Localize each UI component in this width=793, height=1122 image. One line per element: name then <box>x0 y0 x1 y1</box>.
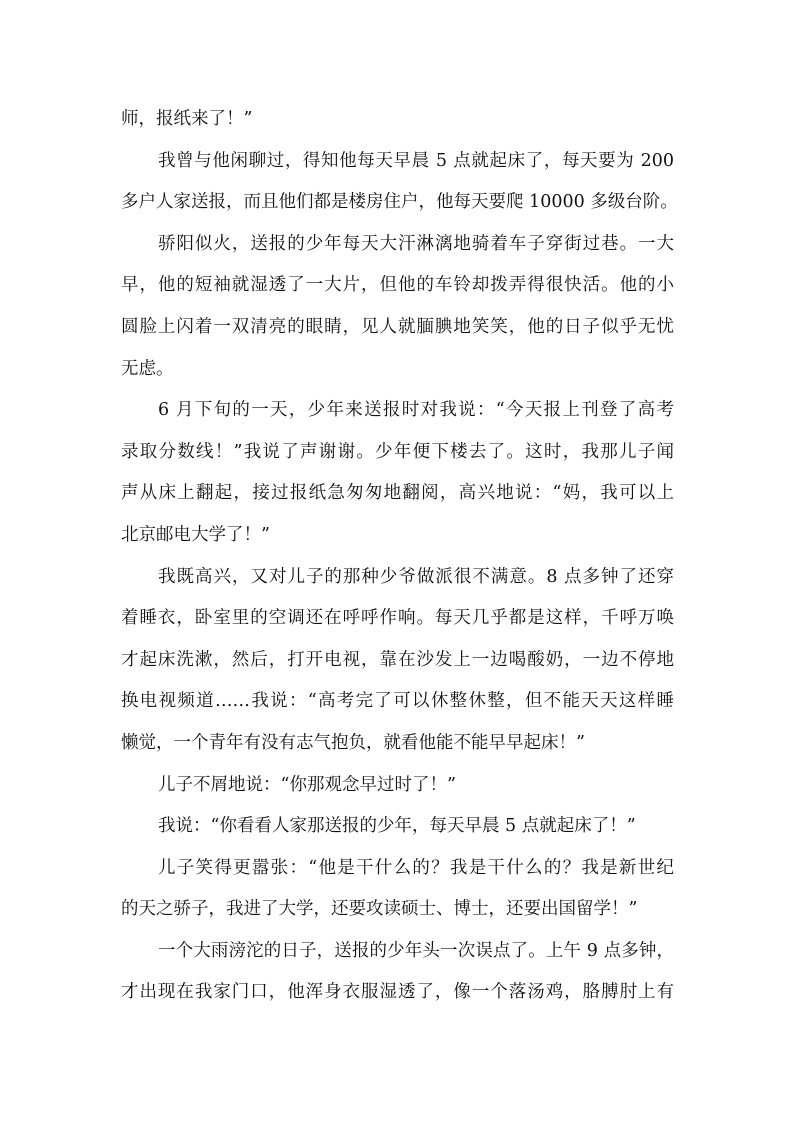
paragraph-1 <box>121 99 674 141</box>
text-line: 声从床上翻起，接过报纸急匆匆地翻阅，高兴地说：“妈，我可以上 <box>121 483 674 504</box>
text-line: 师，报纸来了！” <box>121 109 253 129</box>
text-line: 换电视频道……我说：“高考完了可以休整休整，但不能天天这样睡 <box>121 691 674 712</box>
text-line: 才起床洗漱，然后，打开电视，靠在沙发上一边喝酸奶，一边不停地 <box>121 649 674 670</box>
text-line: 骄阳似火，送报的少年每天大汗淋漓地骑着车子穿街过巷。一大 <box>158 233 674 254</box>
document-page <box>121 99 678 1014</box>
paragraph-4 <box>121 390 674 556</box>
text-line: 北京邮电大学了！” <box>121 524 270 545</box>
text-line: 儿子笑得更嚣张：“他是干什么的？我是干什么的？我是新世纪 <box>158 857 674 878</box>
text-line: 录取分数线！”我说了声谢谢。少年便下楼去了。这时，我那儿子闻 <box>121 441 674 462</box>
text-line: 6 月下旬的一天，少年来送报时对我说：“今天报上刊登了高考 <box>158 400 674 421</box>
paragraph-8 <box>121 848 674 931</box>
text-line: 早，他的短袖就湿透了一大片，但他的车铃却拨弄得很快活。他的小 <box>121 275 674 296</box>
text-line: 儿子不屑地说：“你那观念早过时了！” <box>158 774 456 795</box>
text-line: 懒觉，一个青年有没有志气抱负，就看他能不能早早起床！” <box>121 732 585 753</box>
text-line: 我说：“你看看人家那送报的少年，每天早晨 5 点就起床了！” <box>158 816 636 837</box>
text-line: 才出现在我家门口，他浑身衣服湿透了，像一个落汤鸡，胳膊肘上有 <box>121 982 674 1003</box>
paragraph-3 <box>121 224 674 390</box>
text-line: 圆脸上闪着一双清亮的眼睛，见人就腼腆地笑笑，他的日子似乎无忧 <box>121 316 674 337</box>
paragraph-5 <box>121 557 674 765</box>
text-line: 无虑。 <box>121 358 174 379</box>
text-line: 着睡衣，卧室里的空调还在呼呼作响。每天几乎都是这样，千呼万唤 <box>121 608 674 629</box>
text-line: 的天之骄子，我进了大学，还要攻读硕士、博士，还要出国留学！” <box>121 899 638 920</box>
paragraph-7 <box>121 806 674 848</box>
text-line: 我既高兴，又对儿子的那种少爷做派很不满意。8 点多钟了还穿 <box>158 566 674 587</box>
paragraph-6 <box>121 765 674 807</box>
text-line: 多户人家送报，而且他们都是楼房住户，他每天要爬 10000 多级台阶。 <box>121 192 678 213</box>
text-line: 一个大雨滂沱的日子，送报的少年头一次误点了。上午 9 点多钟， <box>158 940 674 961</box>
paragraph-9 <box>121 931 674 1014</box>
paragraph-2 <box>121 141 678 224</box>
text-line: 我曾与他闲聊过，得知他每天早晨 5 点就起床了，每天要为 200 <box>158 150 674 171</box>
